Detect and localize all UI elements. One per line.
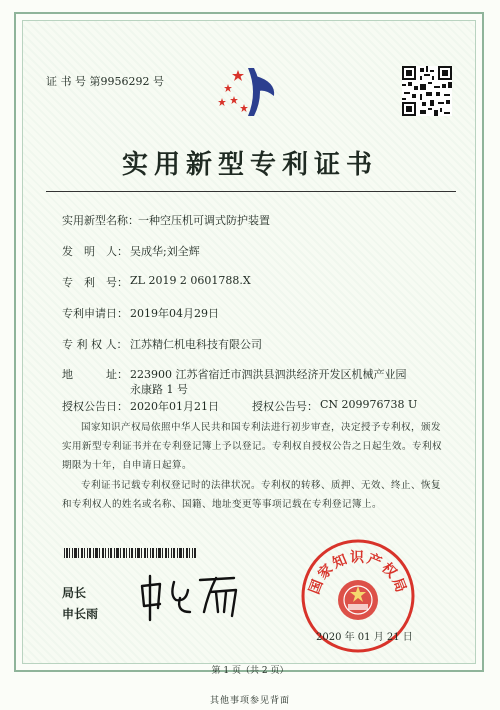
title-divider <box>46 191 456 192</box>
signatory-title: 局长 <box>62 586 87 600</box>
notice-paragraph-1: 国家知识产权局依照中华人民共和国专利法进行初步审查，决定授予专利权，颁发实用新型专利证书并在专利登记簿上予以登记。专利权自授权公告之日起生效。专利权期限为十年，自申请日起算。 <box>62 422 443 471</box>
certificate-number: 证 书 号 第9956292 号 <box>46 75 164 88</box>
notice-paragraph-2: 专利证书记载专利权登记时的法律状况。专利权的转移、质押、无效、终止、恢复和专利权人的姓名或名称、国籍、地址变更等事项记载在专利登记簿上。 <box>62 480 442 510</box>
grant-date-label: 授权公告日： <box>62 400 128 413</box>
signatory-name: 申长雨 <box>62 607 99 621</box>
patentee-value: 江苏精仁机电科技有限公司 <box>130 338 262 351</box>
address-label: 地 址： <box>62 368 128 381</box>
patent-number-label: 专 利 号： <box>62 276 128 289</box>
handwritten-signature-icon <box>136 572 246 622</box>
filing-date-value: 2019年04月29日 <box>130 307 219 320</box>
page-number: 第 1 页（共 2 页） <box>211 666 289 676</box>
filing-date-label: 专利申请日： <box>62 307 128 320</box>
inventor-value: 吴成华;刘全辉 <box>130 245 200 258</box>
seal-text: 国家知识产权局 <box>306 550 410 597</box>
patent-number-value: ZL 2019 2 0601788.X <box>130 274 251 287</box>
address-line-1: 223900 江苏省宿迁市泗洪县泗洪经济开发区机械产业园 <box>130 368 407 381</box>
certificate-title: 实用新型专利证书 <box>121 150 378 180</box>
barcode-icon <box>64 548 196 558</box>
grant-number-value: CN 209976738 U <box>320 398 418 411</box>
qr-code-icon <box>402 66 452 116</box>
utility-model-name-value: 一种空压机可调式防护装置 <box>138 214 270 227</box>
footer-note: 其他事项参见背面 <box>209 696 290 706</box>
utility-model-name-label: 实用新型名称： <box>62 214 139 227</box>
grant-date-value: 2020年01月21日 <box>130 400 219 413</box>
inventor-label: 发 明 人： <box>62 245 128 258</box>
seal-date: 2020 年 01 月 21 日 <box>316 632 413 643</box>
cnipa-logo-icon <box>214 62 286 122</box>
grant-number-label: 授权公告号： <box>252 400 318 413</box>
address-line-2: 永康路 1 号 <box>130 383 188 396</box>
patentee-label: 专 利 权 人： <box>62 338 128 351</box>
